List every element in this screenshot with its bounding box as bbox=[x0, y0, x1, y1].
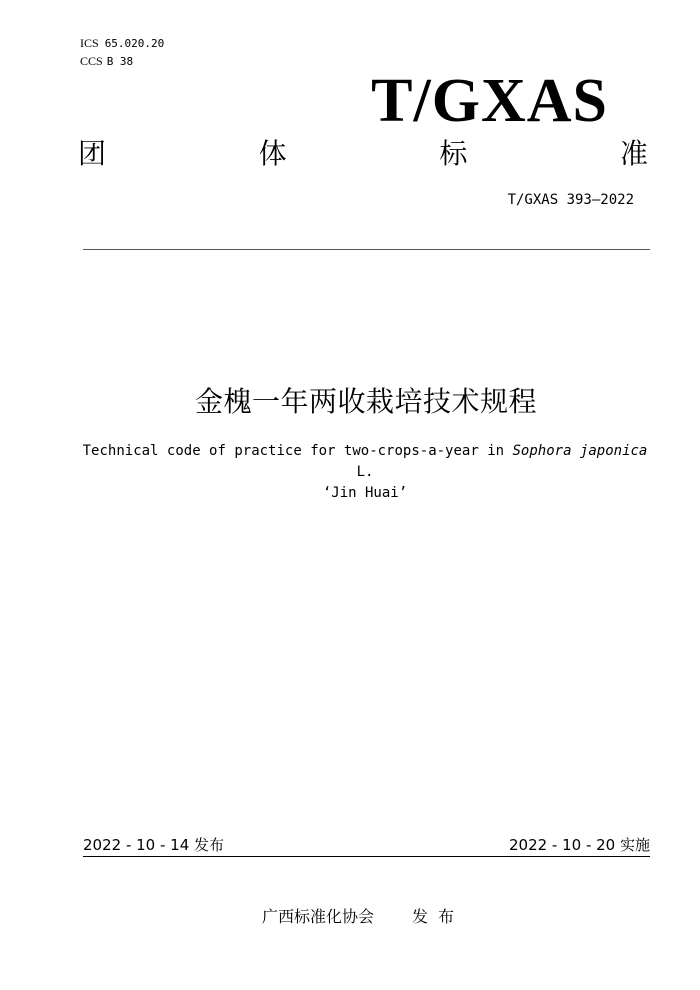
footer-divider bbox=[83, 856, 650, 857]
standard-type-char: 体 bbox=[258, 137, 287, 170]
english-title-species: Sophora japonica bbox=[512, 443, 648, 459]
english-title-line1 bbox=[80, 441, 650, 483]
document-title-chinese: 金槐一年两收栽培技术规程 bbox=[194, 385, 537, 418]
header-divider bbox=[83, 249, 650, 250]
standard-logo: T/GXAS bbox=[371, 67, 608, 135]
document-title-english bbox=[80, 441, 650, 504]
ics-label: ICS bbox=[80, 36, 99, 50]
standard-type-char: 标 bbox=[439, 137, 468, 170]
ccs-label: CCS bbox=[80, 54, 103, 68]
issue-label: 发布 bbox=[412, 907, 465, 926]
standard-type bbox=[78, 132, 648, 172]
publisher-name: 广西标准化协会 bbox=[262, 907, 375, 926]
ccs-classification bbox=[80, 52, 133, 71]
ics-code: 65.020.20 bbox=[104, 37, 165, 50]
implementation-date: 2022 - 10 - 20 实施 bbox=[508, 836, 650, 854]
ccs-code: B 38 bbox=[106, 55, 134, 68]
english-title-line2: ‘Jin Huai’ bbox=[322, 485, 408, 501]
ics-classification bbox=[80, 34, 164, 53]
english-title-prefix: Technical code of practice for two-crops-a-year in bbox=[82, 443, 513, 459]
standard-number: T/GXAS 393—2022 bbox=[507, 192, 634, 208]
release-date: 2022 - 10 - 14 发布 bbox=[83, 836, 225, 854]
english-title-suffix: L. bbox=[356, 464, 374, 480]
standard-type-char: 准 bbox=[619, 137, 648, 170]
standard-type-char: 团 bbox=[78, 137, 107, 170]
